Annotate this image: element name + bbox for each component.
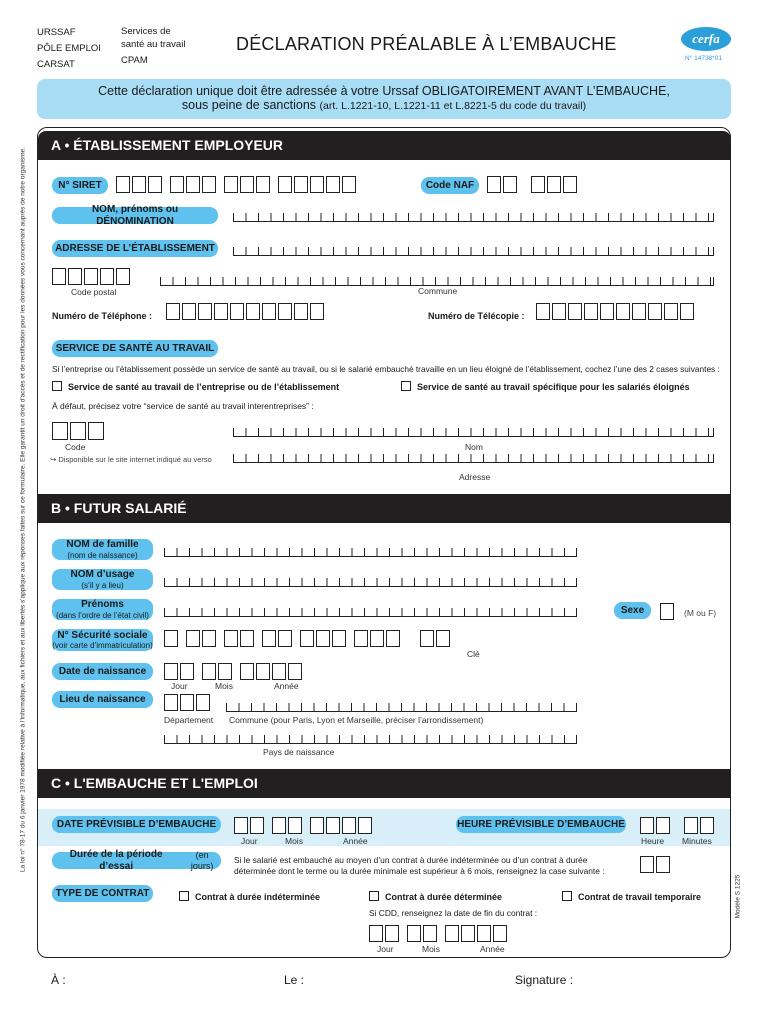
contrat-cdd-option[interactable] — [369, 891, 502, 902]
org-carsat: CARSAT — [37, 59, 75, 70]
legal-side-note: La loi n° 78-17 du 6 janvier 1978 modifiée relative à l'informatique, aux fichiers et aux libertés s'applique aux réponses faites sur ce formulaire. Elle garantit un droit d'accès et de rectification pour les données vous concernant auprès de notre organisme. — [19, 147, 27, 872]
periode-essai-unit: (en jours) — [190, 850, 214, 871]
sst-nom-caption: Nom — [465, 442, 483, 452]
essai-instructions — [234, 855, 605, 877]
footer-le-label: Le : — [284, 973, 305, 987]
secu-sub: (voir carte d’immatriculation) — [52, 641, 153, 651]
adresse-field-1[interactable] — [233, 247, 713, 256]
de-jour-caption: Jour — [241, 836, 258, 846]
date-naissance-label: Date de naissance — [52, 663, 153, 680]
cle-caption: Clé — [467, 649, 480, 659]
naf-label: Code NAF — [421, 177, 479, 194]
sexe-field[interactable] — [660, 603, 676, 620]
telecopie-label: Numéro de Télécopie : — [428, 311, 525, 321]
sst-code-caption: Code — [65, 442, 86, 452]
naf-field[interactable] — [487, 176, 579, 193]
cdd-annee-caption: Année — [480, 944, 505, 954]
telephone-label: Numéro de Téléphone : — [52, 311, 153, 321]
commune-naissance-field[interactable] — [226, 703, 576, 712]
siret-field[interactable] — [116, 176, 358, 193]
contrat-cdi-option[interactable] — [179, 891, 320, 902]
sexe-hint: (M ou F) — [684, 608, 717, 618]
heure-embauche-field[interactable] — [640, 817, 716, 834]
prenoms-text: Prénoms — [81, 599, 124, 611]
contrat-cdi-label: Contrat à durée indéterminée — [195, 892, 321, 902]
org-services-sante: Services de — [121, 26, 171, 37]
date-embauche-label: DATE PRÉVISIBLE D’EMBAUCHE — [52, 816, 221, 833]
sst-label: SERVICE DE SANTÉ AU TRAVAIL — [52, 340, 218, 357]
cdd-mois-caption: Mois — [422, 944, 440, 954]
departement-caption: Département — [164, 715, 214, 725]
checkbox-icon[interactable] — [369, 891, 379, 901]
sst-nom-field[interactable] — [233, 428, 713, 437]
heure-caption: Heure — [641, 836, 665, 846]
dn-mois-caption: Mois — [215, 681, 233, 691]
periode-essai-text: Durée de la période d’essai — [69, 849, 163, 872]
sst-code-field[interactable] — [52, 422, 106, 440]
sst-dispo-note: ↪ Disponible sur le site internet indiqué au verso — [50, 455, 212, 464]
pays-naissance-field[interactable] — [164, 735, 576, 744]
nom-usage-field[interactable] — [164, 578, 576, 587]
nom-famille-label — [52, 539, 153, 560]
minutes-caption: Minutes — [682, 836, 712, 846]
section-a-header: A • ÉTABLISSEMENT EMPLOYEUR — [38, 131, 731, 160]
org-pole-emploi: PÔLE EMPLOI — [37, 43, 101, 54]
sst-adresse-caption: Adresse — [459, 472, 491, 482]
essai-text-line2: déterminée dont le terme ou la durée minimale est supérieur à 6 mois, renseignez la case suivante : — [234, 866, 605, 876]
siret-label: N° SIRET — [52, 177, 108, 194]
adresse-etablissement-label: ADRESSE DE L’ÉTABLISSEMENT — [52, 240, 218, 257]
date-naissance-field[interactable] — [164, 663, 304, 680]
footer-a-label: À : — [51, 973, 66, 987]
contrat-cdd-label: Contrat à durée déterminée — [385, 892, 503, 902]
sst-option-entreprise[interactable] — [52, 381, 339, 392]
prenoms-label — [52, 599, 153, 620]
cdd-fin-text: Si CDD, renseignez la date de fin du contrat : — [369, 908, 538, 918]
checkbox-icon[interactable] — [52, 381, 62, 391]
nom-famille-sub: (nom de naissance) — [67, 550, 138, 560]
telecopie-field[interactable] — [536, 303, 696, 320]
sexe-label: Sexe — [614, 602, 651, 619]
secu-label — [52, 629, 153, 651]
section-b-header: B • FUTUR SALARIÉ — [38, 494, 731, 523]
cerfa-number: N° 14738*01 — [685, 55, 722, 62]
sst-instructions: Si l’entreprise ou l’établissement possède un service de santé au travail, ou si le salarié embauché travaille en un lieu éloigné de l’établissement, cochez l’une des 2 cases suivantes : — [52, 364, 720, 374]
contrat-temporaire-option[interactable] — [562, 891, 701, 902]
nom-famille-field[interactable] — [164, 548, 576, 557]
cerfa-logo: cerfa — [681, 27, 731, 51]
commune-naissance-caption: Commune (pour Paris, Lyon et Marseille, préciser l’arrondissement) — [229, 715, 484, 725]
date-embauche-field[interactable] — [234, 817, 374, 834]
nom-famille-text: NOM de famille — [66, 539, 139, 551]
code-postal-caption: Code postal — [71, 287, 117, 297]
departement-field[interactable] — [164, 694, 212, 711]
cdd-jour-caption: Jour — [377, 944, 394, 954]
de-annee-caption: Année — [343, 836, 368, 846]
org-cpam: CPAM — [121, 55, 148, 66]
periode-essai-label — [52, 849, 221, 872]
telephone-field[interactable] — [166, 303, 326, 320]
secu-field[interactable] — [164, 630, 452, 647]
type-contrat-label: TYPE DE CONTRAT — [52, 885, 153, 902]
dn-annee-caption: Année — [274, 681, 299, 691]
contrat-temporaire-label: Contrat de travail temporaire — [578, 892, 702, 902]
code-postal-field[interactable] — [52, 268, 132, 285]
banner-line2-ref: (art. L.1221-10, L.1221-11 et L.8221-5 du code du travail) — [319, 100, 587, 112]
banner-line2-main: sous peine de sanctions — [181, 98, 317, 112]
page-title: DÉCLARATION PRÉALABLE À L’EMBAUCHE — [236, 34, 617, 54]
secu-text: N° Sécurité sociale — [57, 629, 148, 641]
de-mois-caption: Mois — [285, 836, 303, 846]
nom-denomination-field[interactable] — [233, 213, 713, 222]
org-sante-travail: santé au travail — [121, 39, 186, 50]
lieu-naissance-label: Lieu de naissance — [52, 691, 153, 708]
header-orgs-right — [121, 25, 185, 67]
sst-adresse-field[interactable] — [233, 454, 713, 463]
prenoms-field[interactable] — [164, 608, 576, 617]
dn-jour-caption: Jour — [171, 681, 188, 691]
commune-field[interactable] — [160, 277, 713, 286]
commune-caption: Commune — [418, 286, 458, 296]
checkbox-icon[interactable] — [562, 891, 572, 901]
sst-option-eloignes-label: Service de santé au travail spécifique pour les salariés éloignés — [417, 382, 690, 392]
nom-usage-label — [52, 569, 153, 590]
section-c-header: C • L'EMBAUCHE ET L'EMPLOI — [38, 769, 731, 798]
checkbox-icon[interactable] — [179, 891, 189, 901]
org-urssaf: URSSAF — [37, 27, 76, 38]
sst-option-eloignes[interactable] — [401, 381, 690, 392]
header-orgs-left — [37, 25, 101, 73]
nom-usage-sub: (s’il y a lieu) — [81, 580, 124, 590]
essai-text-line1: Si le salarié est embauché au moyen d’un contrat à durée indéterminée ou d’un contrat à durée — [234, 855, 588, 865]
sst-option-entreprise-label: Service de santé au travail de l’entreprise ou de l’établissement — [68, 382, 340, 392]
nom-denomination-label: NOM, prénoms ou DÉNOMINATION — [52, 207, 218, 224]
periode-essai-field[interactable] — [640, 856, 672, 873]
cdd-fin-field[interactable] — [369, 925, 509, 942]
pays-naissance-caption: Pays de naissance — [263, 747, 335, 757]
obligation-banner — [37, 79, 731, 119]
checkbox-icon[interactable] — [401, 381, 411, 391]
banner-line1: Cette déclaration unique doit être adressée à votre Urssaf OBLIGATOIREMENT AVANT L’EMBAUCHE, — [98, 84, 670, 98]
nom-usage-text: NOM d’usage — [70, 569, 135, 581]
prenoms-sub: (dans l’ordre de l’état civil) — [56, 610, 149, 620]
sst-default-text: À défaut, précisez votre “service de santé au travail interentreprises” : — [52, 401, 314, 411]
modele-note: Modèle S 1225 — [734, 874, 742, 919]
heure-embauche-label: HEURE PRÉVISIBLE D’EMBAUCHE — [456, 816, 626, 833]
footer-signature-label: Signature : — [515, 973, 574, 987]
